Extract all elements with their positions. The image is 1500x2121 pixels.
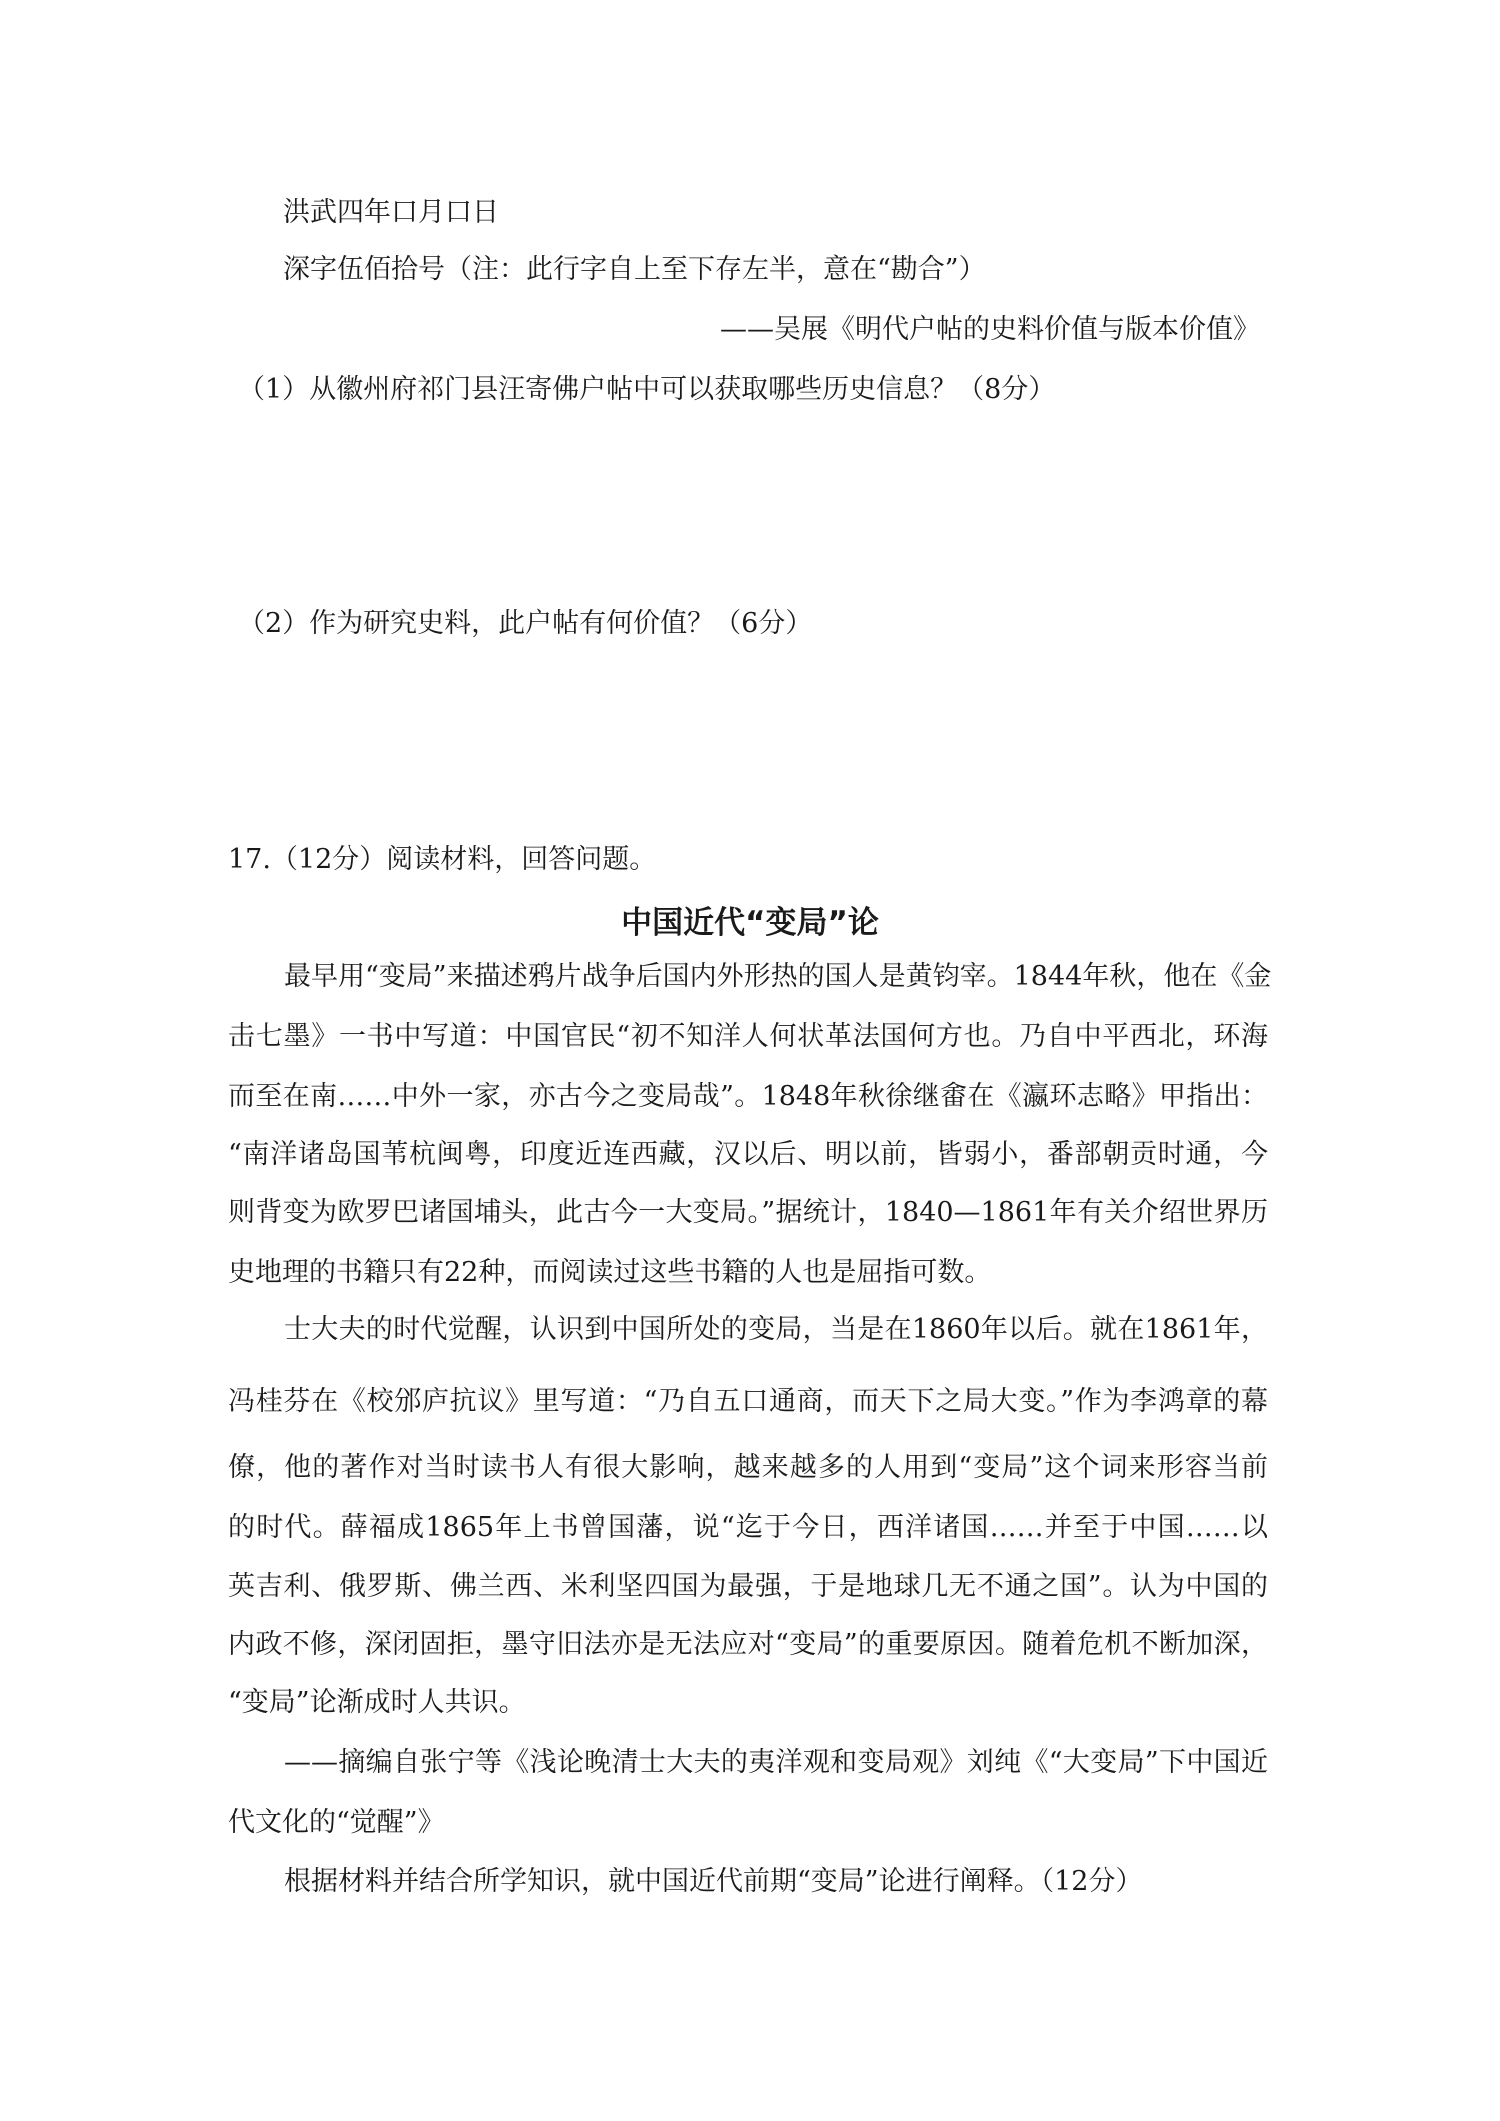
question-17-header: 17.（12分）阅读材料，回答问题。: [228, 844, 657, 875]
paragraph-line: 史地理的书籍只有22种，而阅读过这些书籍的人也是屈指可数。: [228, 1257, 992, 1288]
paragraph-line: 冯桂芬在《校邠庐抗议》里写道：“乃自五口通商，而天下之局大变。”作为李鸿章的幕: [228, 1386, 1268, 1417]
paragraph-line: 英吉利、俄罗斯、佛兰西、米利坚四国为最强，于是地球几无不通之国”。认为中国的: [228, 1571, 1268, 1602]
paragraph-line: 的时代。薛福成1865年上书曾国藩，说“迄于今日，西洋诸国……并至于中国……以: [228, 1512, 1268, 1543]
question-16-part-2: （2）作为研究史料，此户帖有何价值？（6分）: [238, 608, 813, 639]
paragraph-line: 内政不修，深闭固拒，墨守旧法亦是无法应对“变局”的重要原因。随着危机不断加深，: [228, 1629, 1268, 1660]
hukou-serial-line: 深字伍佰拾号（注：此行字自上至下存左半，意在“勘合”）: [283, 254, 986, 285]
paragraph-line: 而至在南……中外一家，亦古今之变局哉”。1848年秋徐继畬在《瀛环志略》甲指出：: [228, 1081, 1268, 1112]
paragraph-line: “变局”论渐成时人共识。: [228, 1687, 526, 1718]
hukou-date-line: 洪武四年口月口日: [283, 197, 499, 228]
paragraph-line: 则背变为欧罗巴诸国埔头，此古今一大变局。”据统计，1840—1861年有关介绍世界历: [228, 1197, 1268, 1228]
paragraph-line: “南洋诸岛国苇杭闽粤，印度近连西藏，汉以后、明以前，皆弱小，番部朝贡时通，今: [228, 1139, 1268, 1170]
paragraph-line: 僚，他的著作对当时读书人有很大影响，越来越多的人用到“变局”这个词来形容当前: [228, 1452, 1268, 1483]
paragraph-line: 击七墨》一书中写道：中国官民“初不知洋人何状革法国何方也。乃自中平西北，环海: [228, 1021, 1268, 1052]
question-16-part-1: （1）从徽州府祁门县汪寄佛户帖中可以获取哪些历史信息？（8分）: [238, 374, 1056, 405]
paragraph-line: 士大夫的时代觉醒，认识到中国所处的变局，当是在1860年以后。就在1861年，: [284, 1314, 1268, 1345]
paragraph-line: 最早用“变局”来描述鸦片战争后国内外形热的国人是黄钧宰。1844年秋，他在《金: [284, 961, 1272, 992]
question-17-prompt: 根据材料并结合所学知识，就中国近代前期“变局”论进行阐释。（12分）: [284, 1866, 1143, 1897]
material-title: 中国近代“变局”论: [621, 905, 879, 941]
source-citation: ——吴展《明代户帖的史料价值与版本价值》: [720, 314, 1260, 345]
material-source-line: 代文化的“觉醒”》: [228, 1807, 445, 1838]
material-source-line: ——摘编自张宁等《浅论晚清士大夫的夷洋观和变局观》刘纯《“大变局”下中国近: [284, 1747, 1268, 1778]
